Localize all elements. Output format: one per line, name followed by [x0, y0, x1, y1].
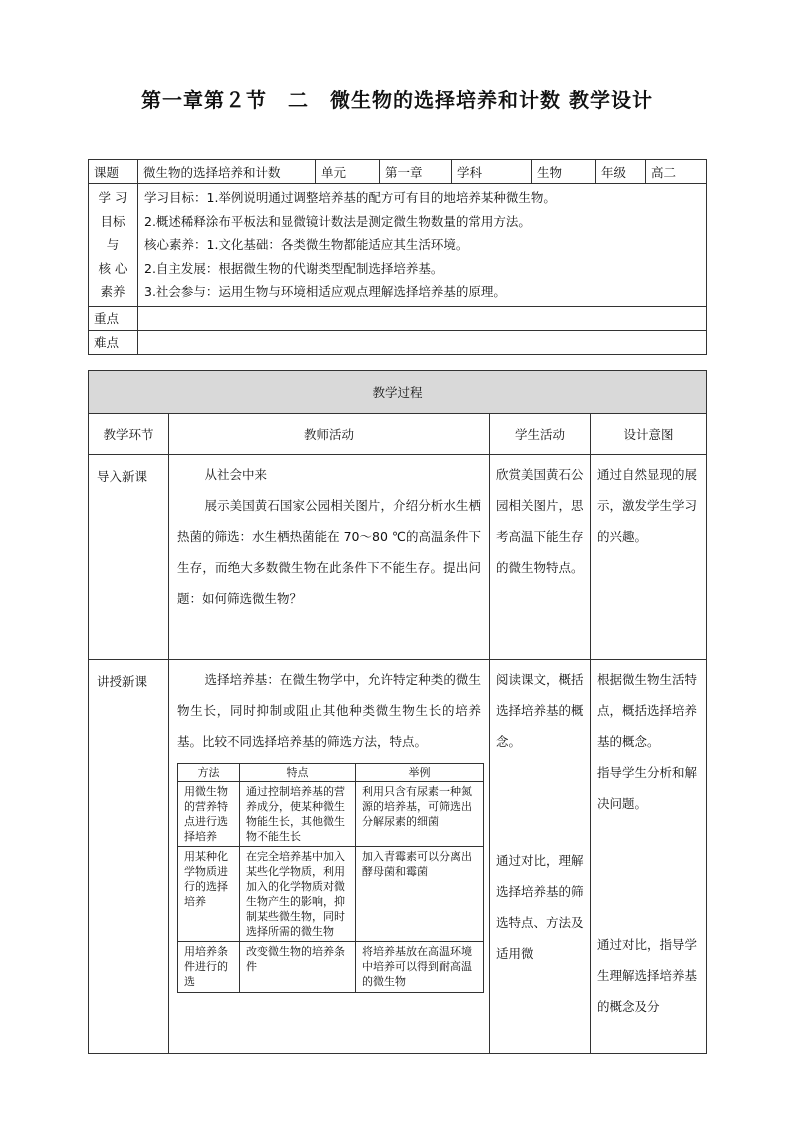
unit-label: 单元 [316, 160, 380, 184]
table-row: 用某种化学物质进行的选择培养 在完全培养基中加入某些化学物质，利用加入的化学物质对微生物产生的影响，抑制某些微生物，同时选择所需的微生物 加入青霉素可以分离出酵母菌和霉菌 [178, 847, 484, 942]
unit-value: 第一章 [380, 160, 452, 184]
header-student: 学生活动 [490, 414, 591, 455]
key-value [138, 306, 707, 330]
stage-new: 讲授新课 [89, 660, 169, 1054]
goals-content: 学习目标：1.举例说明通过调整培养基的配方可有目的地培养某种微生物。 2.概述稀释涂布平板法和显微镜计数法是测定微生物数量的常用方法。 核心素养：1.文化基础：各类微生物都能适应其生活环境。 2.自主发展：根据微生物的代谢类型配制选择培养基。 3.社会参与：运用生物与环境相适应观点理解选择培养基的原理。 [138, 184, 707, 307]
student-activity-intro: 欣赏美国黄石公园相关图片，思考高温下能生存的微生物特点。 [490, 455, 591, 660]
design-intent-new: 根据微生物生活特点，概括选择培养基的概念。 指导学生分析和解决问题。 通过对比，指导学生理解选择培养基的概念及分 [591, 660, 707, 1054]
process-title: 教学过程 [89, 371, 707, 414]
compare-table [177, 763, 484, 993]
stage-intro: 导入新课 [89, 455, 169, 660]
subject-value: 生物 [532, 160, 596, 184]
grade-label: 年级 [596, 160, 646, 184]
info-table [88, 159, 707, 355]
compare-header-example: 举例 [356, 764, 484, 782]
header-stage: 教学环节 [89, 414, 169, 455]
grade-value: 高二 [646, 160, 707, 184]
goals-label: 学 习 目标 与 核 心 素养 [89, 184, 138, 307]
teacher-activity-intro: 从社会中来 展示美国黄石国家公园相关图片，介绍分析水生栖热菌的筛选：水生栖热菌能在 70～80 ℃的高温条件下生存，而绝大多数微生物在此条件下不能生存。提出问题：如何筛选微生物？ [169, 455, 490, 660]
course-value: 微生物的选择培养和计数 [138, 160, 316, 184]
student-activity-new: 阅读课文，概括选择培养基的概念。 通过对比，理解选择培养基的筛选特点、方法及适用微 [490, 660, 591, 1054]
course-label: 课题 [89, 160, 138, 184]
header-teacher: 教师活动 [169, 414, 490, 455]
header-intent: 设计意图 [591, 414, 707, 455]
process-table [88, 370, 707, 1054]
difficulty-value [138, 330, 707, 354]
table-row: 用培养条件进行的选 改变微生物的培养条件 将培养基放在高温环境中培养可以得到耐高温的微生物 [178, 942, 484, 993]
difficulty-label: 难点 [89, 330, 138, 354]
page-title: 第一章第２节 二 微生物的选择培养和计数 教学设计 [141, 88, 653, 112]
compare-header-feature: 特点 [240, 764, 356, 782]
teacher-activity-new: 选择培养基：在微生物学中，允许特定种类的微生物生长，同时抑制或阻止其他种类微生物生长的培养基。比较不同选择培养基的筛选方法，特点。 方法 特点 举例 用微生物的营养特点进行选择培养 通过控制培养基的营养成分，使某种微生物能生长，其他微生物不能生长 利用只含有尿素一种氮源的培养基，可筛选出分解尿素的细菌 用某种化学物质进行的选择培养 在完全培养基中加入某些化学物质，利用加入的化学物质对微生物产生的影响，抑制某些微生物，同时选择所需的微生物 加入青霉素可以分离出酵母菌和霉菌 用培养条件进行的选 改变微生物的培养条件 将培养基放在高温环境中培养可以得到耐高温的微生物 [169, 660, 490, 1054]
table-row: 用微生物的营养特点进行选择培养 通过控制培养基的营养成分，使某种微生物能生长，其他微生物不能生长 利用只含有尿素一种氮源的培养基，可筛选出分解尿素的细菌 [178, 782, 484, 847]
subject-label: 学科 [452, 160, 532, 184]
compare-header-method: 方法 [178, 764, 240, 782]
design-intent-intro: 通过自然显现的展示，激发学生学习的兴趣。 [591, 455, 707, 660]
key-label: 重点 [89, 306, 138, 330]
